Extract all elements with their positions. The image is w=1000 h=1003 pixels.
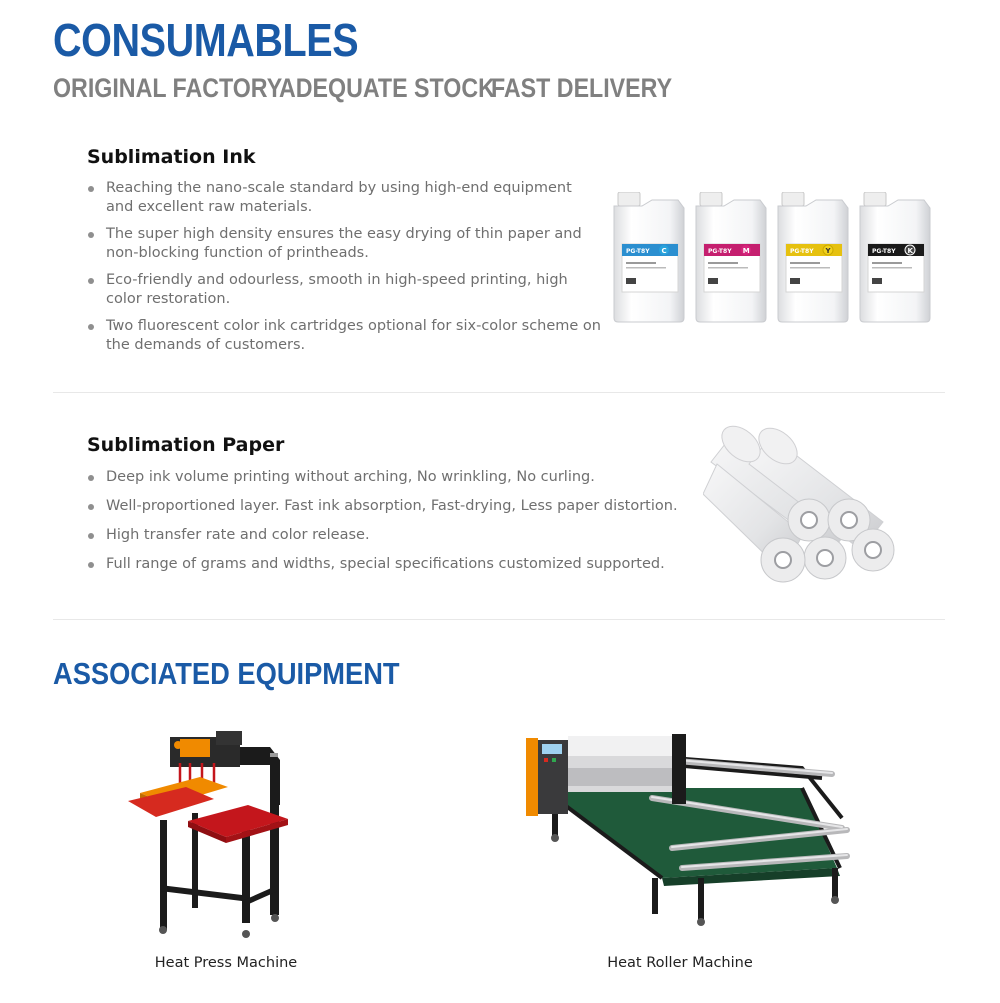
bullet-icon: [88, 324, 94, 330]
feature-text: The super high density ensures the easy drying of thin paper and non-blocking function of printheads.: [106, 226, 582, 261]
feature-text: Two fluorescent color ink cartridges optional for six-color scheme on the demands of customers.: [106, 318, 601, 353]
feature-text: Full range of grams and widths, special specifications customized supported.: [106, 556, 665, 572]
paper-rolls-image: [703, 424, 903, 589]
list-item: [88, 271, 603, 309]
bullet-icon: [88, 232, 94, 238]
list-item: [88, 225, 603, 263]
bullet-icon: [88, 475, 94, 481]
ink-bottle-magenta: [696, 192, 766, 322]
page-title: CONSUMABLES: [53, 14, 359, 66]
tagline-fast-delivery: FAST DELIVERY: [491, 73, 673, 103]
associated-equipment-title: ASSOCIATED EQUIPMENT: [53, 656, 400, 691]
sublimation-paper-title: Sublimation Paper: [87, 434, 285, 456]
ink-bottles-image: [608, 192, 948, 324]
bottle-label-text: PG-T8Y: [708, 248, 732, 255]
bottle-label-text: PG-T8Y: [626, 248, 650, 255]
section-divider: [53, 619, 945, 620]
list-item: [88, 497, 688, 516]
bullet-icon: [88, 562, 94, 568]
tagline-adequate-stock: ADEQUATE STOCK: [279, 73, 495, 103]
heat-press-machine-caption: Heat Press Machine: [154, 955, 298, 971]
feature-text: Well-proportioned layer. Fast ink absorption, Fast-drying, Less paper distortion.: [106, 498, 678, 514]
list-item: [88, 526, 688, 545]
heat-roller-machine-image: [522, 728, 862, 928]
ink-bottle-cyan: [614, 192, 684, 322]
bottle-label-text: PG-T8Y: [790, 248, 814, 255]
tagline-original-factory: ORIGINAL FACTORY: [53, 73, 283, 103]
sublimation-paper-features: [88, 468, 688, 584]
feature-text: Eco-friendly and odourless, smooth in high-speed printing, high color restoration.: [106, 272, 568, 307]
bottle-color-letter: Y: [825, 247, 831, 255]
bottle-color-letter: C: [661, 247, 667, 255]
heat-roller-machine-caption: Heat Roller Machine: [607, 955, 753, 971]
bullet-icon: [88, 186, 94, 192]
bullet-icon: [88, 504, 94, 510]
list-item: [88, 555, 688, 574]
section-divider: [53, 392, 945, 393]
feature-text: High transfer rate and color release.: [106, 527, 370, 543]
bullet-icon: [88, 278, 94, 284]
feature-text: Reaching the nano-scale standard by using high-end equipment and excellent raw materials.: [106, 180, 572, 215]
feature-text: Deep ink volume printing without arching, No wrinkling, No curling.: [106, 469, 595, 485]
bullet-icon: [88, 533, 94, 539]
heat-press-machine-image: [120, 725, 305, 940]
bottle-label-text: PG-T8Y: [872, 248, 896, 255]
ink-bottle-black: [860, 192, 930, 322]
sublimation-ink-title: Sublimation Ink: [87, 146, 256, 168]
list-item: [88, 317, 603, 355]
bottle-color-letter: K: [907, 247, 913, 255]
bottle-color-letter: M: [742, 247, 750, 255]
sublimation-ink-features: [88, 179, 603, 363]
ink-bottle-yellow: [778, 192, 848, 322]
list-item: [88, 468, 688, 487]
list-item: [88, 179, 603, 217]
